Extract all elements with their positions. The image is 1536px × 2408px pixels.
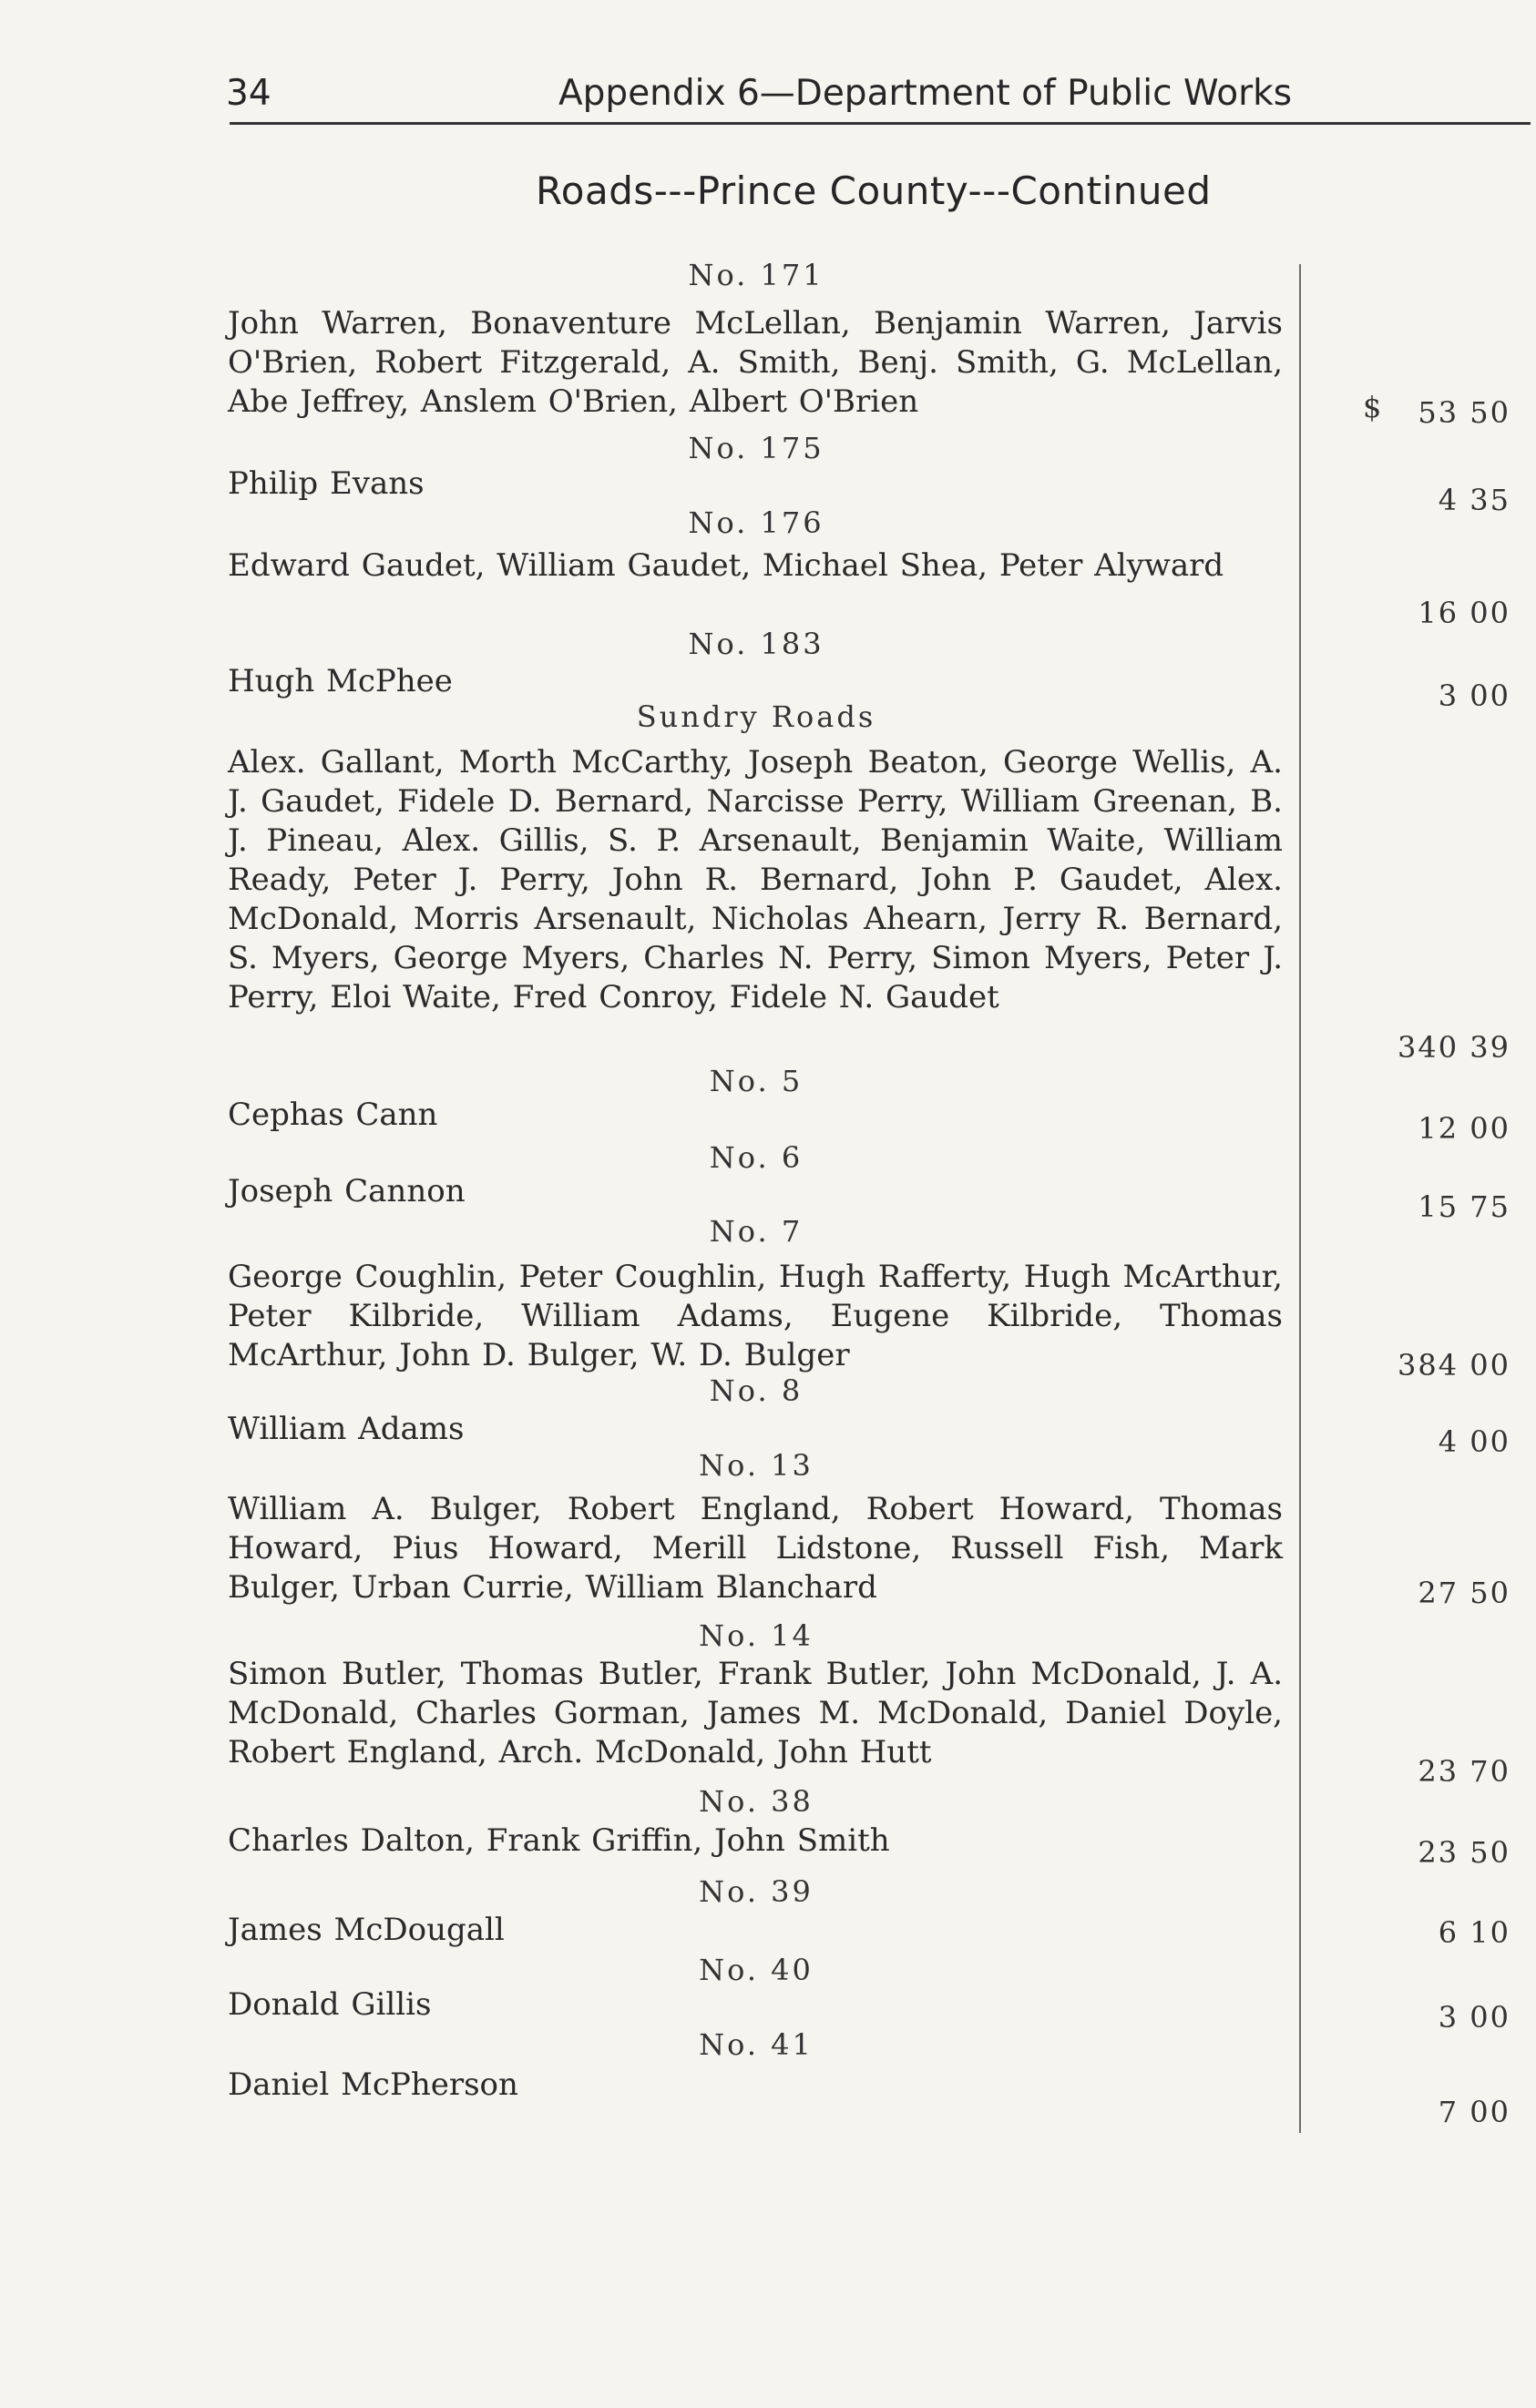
- column-divider: [1299, 264, 1301, 2133]
- running-title: Appendix 6—Department of Public Works: [558, 73, 1293, 114]
- payee-names: Daniel McPherson: [228, 2066, 518, 2103]
- road-number: No. 14: [699, 1618, 814, 1653]
- payee-names: William Adams: [228, 1411, 465, 1447]
- header-rule: [230, 122, 1531, 125]
- payee-names: James McDougall: [228, 1912, 505, 1948]
- amount: 27 50: [1418, 1576, 1510, 1610]
- road-number: No. 171: [688, 258, 824, 292]
- amount: 4 35: [1438, 483, 1510, 517]
- road-number: No. 175: [688, 431, 824, 465]
- payee-names: Philip Evans: [228, 465, 425, 502]
- payee-names: Edward Gaudet, William Gaudet, Michael Shea, Peter Alyward: [228, 547, 1224, 584]
- road-number: No. 38: [699, 1784, 814, 1819]
- amount: 384 00: [1398, 1348, 1510, 1383]
- road-number: No. 6: [709, 1140, 804, 1175]
- road-number: No. 176: [688, 505, 824, 540]
- amount: 3 00: [1438, 2000, 1510, 2035]
- amount: 3 00: [1438, 679, 1510, 713]
- payee-names: Hugh McPhee: [228, 663, 453, 699]
- road-number: No. 13: [699, 1448, 814, 1483]
- currency-symbol: $: [1363, 390, 1382, 424]
- road-number: Sundry Roads: [636, 699, 876, 734]
- amount: 7 00: [1438, 2095, 1510, 2129]
- amount: 12 00: [1418, 1111, 1510, 1146]
- amount: 4 00: [1438, 1424, 1510, 1459]
- amount: 23 70: [1418, 1754, 1510, 1789]
- payee-names: William A. Bulger, Robert England, Robert Howard, Thomas Howard, Pius Howard, Merill Lidstone, Russell Fish, Mark Bulger, Urban Currie, William Blanchard: [228, 1491, 1283, 1606]
- amount: 6 10: [1438, 1915, 1510, 1950]
- payee-names: Alex. Gallant, Morth McCarthy, Joseph Beaton, George Wellis, A. J. Gaudet, Fidele D. Bernard, Narcisse Perry, William Greenan, B. J. Pineau, Alex. Gillis, S. P. Arsenault, Benjamin Waite, William Ready, Peter J. Perry, John R. Bernard, John P. Gaudet, Alex. McDonald, Morris Arsenault, Nicholas Ahearn, Jerry R. Bernard, S. Myers, George Myers, Charles N. Perry, Simon Myers, Peter J. Perry, Eloi Waite, Fred Conroy, Fidele N. Gaudet: [228, 744, 1283, 1015]
- payee-names: Charles Dalton, Frank Griffin, John Smith: [228, 1822, 890, 1859]
- payee-names: Donald Gillis: [228, 1986, 432, 2023]
- road-number: No. 39: [699, 1874, 814, 1909]
- payee-names: Cephas Cann: [228, 1097, 438, 1133]
- amount: 15 75: [1418, 1189, 1510, 1224]
- amount: 340 39: [1398, 1030, 1510, 1065]
- road-number: No. 41: [699, 2027, 814, 2062]
- payee-names: Joseph Cannon: [228, 1173, 466, 1209]
- page-header: [226, 73, 1531, 120]
- road-number: No. 7: [709, 1214, 804, 1249]
- section-title: Roads---Prince County---Continued: [536, 168, 1212, 213]
- page-number: 34: [226, 73, 271, 114]
- road-number: No. 40: [699, 1953, 814, 1987]
- payee-names: John Warren, Bonaventure McLellan, Benjamin Warren, Jarvis O'Brien, Robert Fitzgerald, A. Smith, Benj. Smith, G. McLellan, Abe Jeffrey, Anslem O'Brien, Albert O'Brien: [228, 305, 1283, 420]
- amount: 16 00: [1418, 596, 1510, 630]
- road-number: No. 5: [709, 1064, 804, 1098]
- road-number: No. 8: [709, 1373, 804, 1408]
- payee-names: Simon Butler, Thomas Butler, Frank Butler, John McDonald, J. A. McDonald, Charles Gorman, James M. McDonald, Daniel Doyle, Robert England, Arch. McDonald, John Hutt: [228, 1656, 1283, 1770]
- amount: 53 50: [1418, 395, 1510, 430]
- amount: 23 50: [1418, 1835, 1510, 1870]
- payee-names: George Coughlin, Peter Coughlin, Hugh Rafferty, Hugh McArthur, Peter Kilbride, William Adams, Eugene Kilbride, Thomas McArthur, John D. Bulger, W. D. Bulger: [228, 1259, 1283, 1373]
- road-number: No. 183: [688, 627, 824, 661]
